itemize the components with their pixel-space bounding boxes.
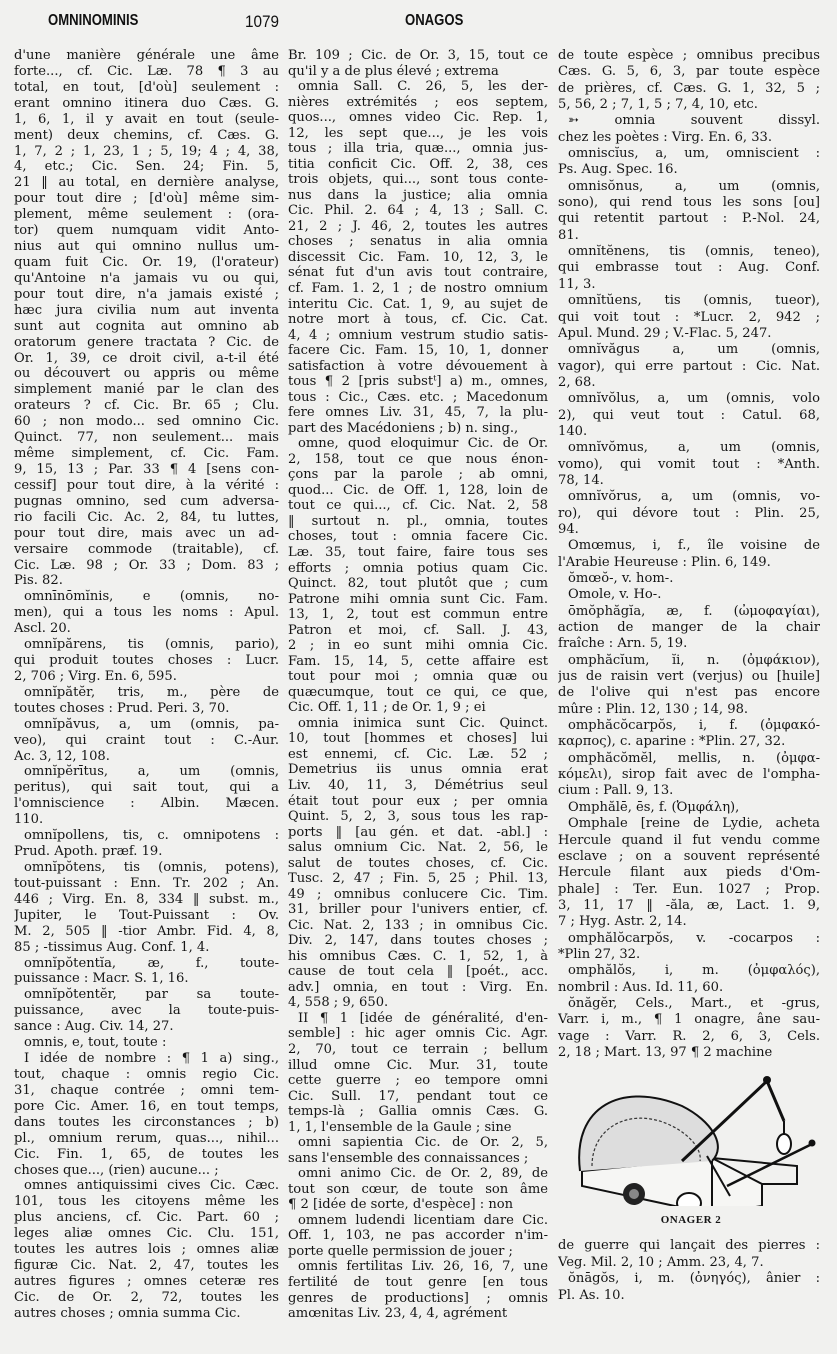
text-line: omnis fertilitas Liv. 26, 16, 7, une xyxy=(298,1259,548,1275)
text-line: dans toutes les circonstances ; b) xyxy=(14,1114,279,1130)
text-line: de guerre qui lançait des pierres : xyxy=(558,1238,820,1253)
text-line: 13, 1, 2, tout est commun entre xyxy=(288,607,548,623)
text-line: choses, tout : omnia facere Cic. xyxy=(288,529,548,545)
column-3-continued xyxy=(558,1238,820,1304)
text-line: omphăcĭum, ĭi, n. (ὀμφάκιον), xyxy=(568,652,820,668)
text-line: omnem ludendi licentiam dare Cic. xyxy=(298,1212,548,1228)
text-line: ➳ omnia souvent dissyl. xyxy=(568,113,820,129)
text-line: omnĭpĕrītus, a, um (omnis, xyxy=(24,764,279,780)
text-line: semble] : hic ager omnis Cic. Agr. xyxy=(288,1026,548,1042)
text-line: temps-là ; Gallia omnis Cæs. G. xyxy=(288,1104,548,1120)
text-line: Apul. Mund. 29 ; V.-Flac. 5, 247. xyxy=(558,325,772,341)
text-line: trois objets, qui..., sont tous conte- xyxy=(288,172,548,188)
page-number: 1079 xyxy=(245,12,280,31)
text-line: pour tout dire, n'a jamais existé ; xyxy=(14,286,279,302)
text-line: adv.] omnia, en tout : Virg. En. xyxy=(288,979,548,995)
text-line: Omole, v. Ho-. xyxy=(568,587,662,603)
text-line: de toute espèce ; omnibus precibus xyxy=(558,48,820,63)
onager-figure xyxy=(562,1066,820,1232)
text-line: 140. xyxy=(558,423,588,439)
text-line: sans l'ensemble des connaissances ; xyxy=(288,1150,529,1166)
text-line: 10, tout [hommes et choses] lui xyxy=(288,731,548,747)
text-line: 2), qui veut tout : Catul. 68, xyxy=(558,407,820,423)
text-line: omnĭvŏrus, a, um (omnis, vo- xyxy=(568,489,820,505)
text-line: ŏnāgŏs, i, m. (ὀνηγός), ânier : xyxy=(568,1271,820,1287)
column-3 xyxy=(558,48,820,1061)
text-line: qui voit tout : *Lucr. 2, 942 ; xyxy=(558,309,820,325)
text-line: ŏnăgĕr, Cels., Mart., et -grus, xyxy=(568,995,820,1011)
text-line: Quinct. 77, non seulement... mais xyxy=(14,430,279,446)
text-line: jus de raisin vert (verjus) ou [huile] xyxy=(558,669,820,685)
text-line: 1, 6, 1, il y avait en tout (seule- xyxy=(14,111,279,127)
text-line: Off. 1, 103, ne pas accorder n'im- xyxy=(288,1228,548,1244)
text-line: 446 ; Virg. En. 8, 334 ‖ subst. m., xyxy=(14,891,279,907)
text-line: veo), qui craint tout : C.-Aur. xyxy=(14,732,279,748)
text-line: quæcumque, tout ce qui, ce que, xyxy=(288,684,548,700)
text-line: Cic. de Or. 2, 72, toutes les xyxy=(14,1289,279,1305)
text-line: sénat fut d'un avis tout contraire, xyxy=(288,265,548,281)
text-line: qu'Antoine n'a jamais vu ou qui, xyxy=(14,270,279,286)
text-line: leges aliæ omnes Cic. Clu. 151, xyxy=(14,1226,279,1242)
text-line: salut de toutes choses, cf. Cic. xyxy=(288,855,548,871)
text-line: figuræ Cic. Nat. 2, 47, toutes les xyxy=(14,1258,279,1274)
text-line: 60 ; non modo... sed omnino Cic. xyxy=(14,414,279,430)
text-line: choses que..., (rien) aucune... ; xyxy=(14,1162,219,1178)
text-line: qui retentit partout : P.-Nol. 24, xyxy=(558,211,820,227)
text-line: Br. 109 ; Cic. de Or. 3, 15, tout ce xyxy=(288,48,548,63)
text-line: cessif] pour tout dire, à la vérité : xyxy=(14,477,279,493)
text-line: Pis. 82. xyxy=(14,573,63,589)
text-line: qu'il y a de plus élevé ; extrema xyxy=(288,63,499,79)
text-line: Prud. Apoth. præf. 19. xyxy=(14,844,163,860)
text-line: 4, 558 ; 9, 650. xyxy=(288,995,389,1011)
text-line: 1, 7, 2 ; 1, 23, 1 ; 5, 19; 4 ; 4, 38, xyxy=(14,143,279,159)
text-line: hæc jura civilia num aut inventa xyxy=(14,302,279,318)
text-line: Liv. 40, 11, 3, Démétrius seul xyxy=(288,777,548,793)
onager-catapult-illustration-icon xyxy=(562,1066,820,1206)
text-line: sunt aut cognita aut omnino ab xyxy=(14,318,279,334)
text-line: 2, 158, tout ce que nous énon- xyxy=(288,451,548,467)
text-line: chez les poètes : Virg. En. 6, 33. xyxy=(558,129,773,145)
text-line: 4, 4 ; omnium vestrum studio satis- xyxy=(288,327,548,343)
text-line: mûre : Plin. 12, 130 ; 14, 98. xyxy=(558,701,749,717)
text-line: 101, tous les citoyens même les xyxy=(14,1194,279,1210)
text-line: phale] : Ter. Eun. 1027 ; Prop. xyxy=(558,881,820,897)
text-line: Varr. i, m., ¶ 1 onagre, âne sau- xyxy=(558,1012,820,1028)
text-line: omnisŏnus, a, um (omnis, xyxy=(568,178,820,194)
running-head xyxy=(0,8,837,32)
text-line: pl., omnium rerum, quas..., nihil... xyxy=(14,1130,279,1146)
text-line: cette guerre ; eo tempore omni xyxy=(288,1073,548,1089)
text-line: 31, briller pour l'univers entier, cf. xyxy=(288,902,548,918)
text-line: Cic. Off. 1, 11 ; de Or. 1, 9 ; ei xyxy=(288,700,486,716)
text-line: tout, chaque : omnis regio Cic. xyxy=(14,1067,279,1082)
text-line: Veg. Mil. 2, 10 ; Amm. 23, 4, 7. xyxy=(558,1254,764,1270)
text-line: 12, les sept que..., je les vois xyxy=(288,125,548,141)
text-line: 2, 70, tout ce terrain ; bellum xyxy=(288,1042,548,1057)
text-line: d'une manière générale une âme xyxy=(14,48,279,63)
text-line: peritus), qui sait tout, qui a xyxy=(14,780,279,796)
text-line: nus dans la justice; alia omnia xyxy=(288,187,548,203)
text-line: κόμελι), sirop fait avec de l'ompha- xyxy=(558,767,820,783)
text-line: his omnibus Cæs. C. 1, 52, 1, à xyxy=(288,948,548,964)
text-line: omne, quod eloquimur Cic. de Or. xyxy=(298,436,548,452)
text-line: tout pour moi ; omnia quæ ou xyxy=(288,669,548,685)
text-line: καρπος), c. aparine : *Plin. 27, 32. xyxy=(558,734,786,750)
text-line: ro), qui dévore tout : Plin. 25, xyxy=(558,505,820,521)
text-line: M. 2, 505 ‖ -tior Ambr. Fid. 4, 8, xyxy=(14,923,279,939)
text-line: pour tout dire ; [d'où] même sim- xyxy=(14,191,279,207)
text-line: omphălŏs, i, m. (ὀμφαλός), xyxy=(568,963,820,979)
text-line: omnĭpollens, tis, c. omnipotens : xyxy=(24,828,279,844)
text-line: illud omne Cic. Mur. 31, toute xyxy=(288,1057,548,1073)
text-line: efforts ; omnia potius quam Cic. xyxy=(288,560,548,576)
text-line: tous : Cic., Cæs. etc. ; Macedonum xyxy=(288,389,548,405)
text-line: 9, 15, 13 ; Par. 33 ¶ 4 [sens con- xyxy=(14,461,279,477)
running-head-first-word: OMNINOMINIS xyxy=(48,12,139,29)
text-line: fere omnes Liv. 31, 45, 7, la plu- xyxy=(288,405,548,421)
text-line: Ascl. 20. xyxy=(14,621,71,637)
text-line: 81. xyxy=(558,227,579,243)
text-line: porte quelle permission de jouer ; xyxy=(288,1243,513,1259)
text-line: 4, etc.; Cic. Sen. 24; Fin. 5, xyxy=(14,159,279,175)
text-line: même simplement, cf. Cic. Fam. xyxy=(14,446,279,462)
text-line: 2, 18 ; Mart. 13, 97 ¶ 2 machine xyxy=(558,1044,773,1060)
text-line: pore Cic. Amer. 16, en tout temps, xyxy=(14,1098,279,1114)
text-line: total, en tout, [d'où] seulement : xyxy=(14,79,279,95)
text-line: omni animo Cic. de Or. 2, 89, de xyxy=(298,1166,548,1182)
text-line: 11, 3. xyxy=(558,276,596,292)
text-line: fraîche : Arn. 5, 19. xyxy=(558,636,688,652)
text-line: quos..., omnes video Cic. Rep. 1, xyxy=(288,110,548,126)
text-line: 94. xyxy=(558,521,579,537)
text-line: facere Cic. Fam. 15, 10, 1, donner xyxy=(288,343,548,359)
text-line: 7 ; Hyg. Astr. 2, 14. xyxy=(558,914,687,930)
text-line: Omphălē, ēs, f. (Ὀμφάλη), xyxy=(568,799,740,815)
text-line: action de manger de la chair xyxy=(558,620,820,636)
text-line: omnĭpŏtentĕr, par sa toute- xyxy=(24,987,279,1003)
text-line: omphălŏcarpŏs, v. -cocarpos : xyxy=(568,930,820,946)
text-line: interitu Cic. Cat. 1, 9, au sujet de xyxy=(288,296,548,312)
text-line: de l'olive qui n'est pas encore xyxy=(558,685,820,701)
figure-caption: ONAGER 2 xyxy=(660,1214,722,1226)
text-line: Cæs. G. 5, 6, 3, par toute espèce xyxy=(558,64,820,80)
text-line: autres choses ; omnia summa Cic. xyxy=(14,1305,241,1321)
text-line: 49 ; omnibus conlucere Cic. Tim. xyxy=(288,886,548,902)
text-line: omnĭvŏmus, a, um (omnis, xyxy=(568,440,820,456)
text-line: I idée de nombre : ¶ 1 a) sing., xyxy=(24,1051,279,1067)
text-line: était tout pour eux ; per omnia xyxy=(288,793,548,809)
text-line: notre mort à tous, cf. Cic. Cat. xyxy=(288,312,548,328)
text-line: cf. Fam. 1. 2, 1 ; de nostro omnium xyxy=(288,280,548,296)
text-line: Cic. Nat. 2, 133 ; in omnibus Cic. xyxy=(288,917,548,933)
text-line: sance : Aug. Civ. 14, 27. xyxy=(14,1019,174,1035)
text-line: pour tout dire, mais avec un ad- xyxy=(14,525,279,541)
text-line: genres de productions] ; omnis xyxy=(288,1290,548,1306)
text-line: çons par la parole ; ab omni, xyxy=(288,467,548,483)
text-line: cause de tout cela ‖ [poét., acc. xyxy=(288,964,548,980)
text-line: 31, chaque contrée ; omni tem- xyxy=(14,1082,279,1098)
text-line: 2, 68. xyxy=(558,374,596,390)
text-line: 1, 1, l'ensemble de la Gaule ; sine xyxy=(288,1119,512,1135)
text-line: 85 ; -tissimus Aug. Conf. 1, 4. xyxy=(14,939,210,955)
text-line: vagor), qui erre partout : Cic. Nat. xyxy=(558,358,820,374)
text-line: vomo), qui vomit tout : *Anth. xyxy=(558,456,820,472)
text-line: de prières, cf. Cæs. G. 1, 32, 5 ; xyxy=(558,80,820,96)
text-line: amœnitas Liv. 23, 4, 4, agrément xyxy=(288,1306,508,1322)
text-line: nières extrémités ; eos septem, xyxy=(288,94,548,110)
text-line: Cic. Læ. 98 ; Or. 33 ; Dom. 83 ; xyxy=(14,557,279,573)
text-line: omnĭvŏlus, a, um (omnis, volo xyxy=(568,391,820,407)
text-line: *Plin 27, 32. xyxy=(558,946,641,962)
text-line: Div. 2, 147, dans toutes choses ; xyxy=(288,933,548,949)
text-line: omni sapientia Cic. de Or. 2, 5, xyxy=(298,1135,548,1151)
text-line: versaire commode (traitable), cf. xyxy=(14,541,279,557)
text-line: ou découvert ou appris ou même xyxy=(14,366,279,382)
text-line: tout son cœur, de toute son âme xyxy=(288,1181,548,1197)
text-line: quod... Cic. de Off. 1, 128, loin de xyxy=(288,482,548,498)
text-line: simplement manié par le clan des xyxy=(14,382,279,398)
text-line: qui produit toutes choses : Lucr. xyxy=(14,653,279,669)
text-line: Pl. As. 10. xyxy=(558,1287,625,1303)
text-line: 78, 14. xyxy=(558,472,604,488)
text-line: Or. 1, 39, ce droit civil, a-t-il été xyxy=(14,350,279,366)
text-line: omphăcŏmĕl, mellis, n. (ὀμφα- xyxy=(568,750,820,766)
text-line: 21, 2 ; J. 46, 2, toutes les autres xyxy=(288,218,548,234)
text-line: tous ¶ 2 [pris substᵗ] a) m., omnes, xyxy=(288,374,548,390)
text-line: l'Arabie Heureuse : Plin. 6, 149. xyxy=(558,554,771,570)
text-line: tout-puissant : Enn. Tr. 202 ; An. xyxy=(14,875,279,891)
text-line: Hercule quand il fut vendu comme xyxy=(558,832,820,848)
text-line: Quint. 5, 2, 3, sous tous les rap- xyxy=(288,809,548,825)
text-line: ¶ 2 [idée de sorte, d'espèce] : non xyxy=(288,1197,514,1213)
text-line: esclave ; on a souvent représenté xyxy=(558,848,820,864)
column-2 xyxy=(288,48,548,1322)
text-line: Omphale [reine de Lydie, acheta xyxy=(568,816,820,832)
text-line: tous ; illa tria, quæ..., omnia jus- xyxy=(288,141,548,157)
text-line: orateurs ? cf. Cic. Br. 65 ; Clu. xyxy=(14,398,279,414)
text-line: omnīnōmĭnis, e (omnis, no- xyxy=(24,589,279,605)
text-line: est ennemi, cf. Cic. Læ. 52 ; xyxy=(288,746,548,762)
text-line: qui embrasse tout : Aug. Conf. xyxy=(558,260,820,276)
text-line: Ac. 3, 12, 108. xyxy=(14,748,110,764)
text-line: sono), qui rend tous les sons [ou] xyxy=(558,195,820,211)
text-line: plement, même seulement : (ora- xyxy=(14,207,279,223)
text-line: puissance : Macr. S. 1, 16. xyxy=(14,971,189,987)
text-line: 2 ; in eo sunt mihi omnia Cic. xyxy=(288,638,548,654)
text-line: Omœmus, i, f., île voisine de xyxy=(568,538,820,554)
text-line: omnĭvăgus a, um (omnis, xyxy=(568,342,820,358)
text-line: Hercule filant aux pieds d'Om- xyxy=(558,865,820,881)
text-line: men), qui a tous les noms : Apul. xyxy=(14,605,279,621)
text-line: discessit Cic. Fam. 10, 12, 3, le xyxy=(288,249,548,265)
text-line: Patron et moi, cf. Sall. J. 43, xyxy=(288,622,548,638)
text-line: satisfaction à votre dévouement à xyxy=(288,358,548,374)
text-line: titia conficit Cic. Off. 2, 38, ces xyxy=(288,156,548,172)
text-line: quam fuit Cic. Or. 19, (l'orateur) xyxy=(14,254,279,270)
text-line: ‖ surtout n. pl., omnia, toutes xyxy=(288,513,548,529)
text-line: Tusc. 2, 47 ; Fin. 5, 25 ; Phil. 13, xyxy=(288,871,548,887)
text-line: nius aut qui omnino nullus um- xyxy=(14,239,279,255)
text-line: Cic. Sull. 17, pendant tout ce xyxy=(288,1088,548,1104)
text-line: autres figures ; omnes ceteræ res xyxy=(14,1273,279,1289)
text-line: ŏmœŏ-, v. hom-. xyxy=(568,571,674,586)
text-line: Cic. Phil. 2. 64 ; 4, 13 ; Sall. C. xyxy=(288,203,548,219)
text-line: omnĭtŭens, tis (omnis, tueor), xyxy=(568,293,820,309)
text-line: pugnas omnino, sed cum adversa- xyxy=(14,493,279,509)
text-line: ōmŏphăgĭa, æ, f. (ὠμοφαγίαι), xyxy=(568,603,820,619)
text-line: Quinct. 82, tout plutôt que ; cum xyxy=(288,576,548,592)
text-line: Jupiter, le Tout-Puissant : Ov. xyxy=(14,907,279,923)
column-1 xyxy=(14,48,279,1322)
text-line: cium : Pall. 9, 13. xyxy=(558,783,674,799)
text-line: nombril : Aus. Id. 11, 60. xyxy=(558,979,724,995)
text-line: salus omnium Cic. Nat. 2, 56, le xyxy=(288,840,548,856)
text-line: fertilité de tout genre [en tous xyxy=(288,1274,548,1290)
text-line: omniscĭus, a, um, omniscient : xyxy=(568,146,820,162)
text-line: Demetrius iis unus omnia erat xyxy=(288,762,548,778)
text-line: omnĭpŏtens, tis (omnis, potens), xyxy=(24,860,279,876)
text-line: II ¶ 1 [idée de généralité, d'en- xyxy=(298,1010,548,1026)
text-line: vage : Varr. R. 2, 6, 3, Cels. xyxy=(558,1028,820,1044)
text-line: omnia Sall. C. 26, 5, les der- xyxy=(298,79,548,95)
text-line: Læ. 35, tout faire, faire tous ses xyxy=(288,545,548,560)
text-line: choses ; senatus in alia omnia xyxy=(288,234,548,250)
text-line: omnes antiquissimi cives Cic. Cæc. xyxy=(24,1178,279,1194)
running-head-last-word: ONAGOS xyxy=(405,12,464,29)
text-line: ment) deux chemins, cf. Cæs. G. xyxy=(14,127,279,143)
text-line: omnĭtĕnens, tis (omnis, teneo), xyxy=(568,244,820,260)
text-line: omnĭpŏtentĭa, æ, f., toute- xyxy=(24,955,279,971)
text-line: Patrone mihi omnia sunt Cic. Fam. xyxy=(288,591,548,607)
text-line: Fam. 15, 14, 5, cette affaire est xyxy=(288,653,548,669)
text-line: omnis, e, tout, toute : xyxy=(24,1035,167,1051)
text-line: 110. xyxy=(14,812,44,828)
text-line: omphăcŏcarpŏs, i, f. (ὀμφακό- xyxy=(568,718,820,734)
text-line: ports ‖ [au gén. et dat. -abl.] : xyxy=(288,824,548,840)
text-line: puissance, avec la toute-puis- xyxy=(14,1003,279,1019)
text-line: 5, 56, 2 ; 7, 1, 5 ; 7, 4, 10, etc. xyxy=(558,97,758,113)
text-line: erant omnino itinera duo Cæs. G. xyxy=(14,95,279,111)
text-line: 2, 706 ; Virg. En. 6, 595. xyxy=(14,668,177,684)
text-line: plus anciens, cf. Cic. Part. 60 ; xyxy=(14,1210,279,1226)
text-line: toutes les autres lois ; omnes aliæ xyxy=(14,1242,279,1258)
text-line: 3, 11, 17 ‖ -ăla, æ, Lact. 1. 9, xyxy=(558,897,820,913)
text-line: l'omniscience : Albin. Mæcen. xyxy=(14,796,279,812)
text-line: omnĭpătĕr, tris, m., père de xyxy=(24,684,279,700)
text-line: 21 ‖ au total, en dernière analyse, xyxy=(14,175,279,191)
text-line: forte..., cf. Cic. Læ. 78 ¶ 3 au xyxy=(14,63,279,79)
text-line: Cic. Fin. 1, 65, de toutes les xyxy=(14,1146,279,1162)
text-line: omnĭpăvus, a, um (omnis, pa- xyxy=(24,716,279,732)
text-line: oratorum genere tractata ? Cic. de xyxy=(14,334,279,350)
text-line: omnia inimica sunt Cic. Quinct. xyxy=(298,715,548,731)
text-line: part des Macédoniens ; b) n. sing., xyxy=(288,420,519,436)
text-line: toutes choses : Prud. Peri. 3, 70. xyxy=(14,700,230,716)
text-line: tout ce qui..., cf. Cic. Nat. 2, 58 xyxy=(288,498,548,514)
text-line: tor) quem numquam vidit Anto- xyxy=(14,223,279,239)
text-line: rio facili Cic. Ac. 2, 84, tu luttes, xyxy=(14,509,279,525)
text-line: omnĭpărens, tis (omnis, pario), xyxy=(24,637,279,653)
text-line: Ps. Aug. Spec. 16. xyxy=(558,162,678,178)
